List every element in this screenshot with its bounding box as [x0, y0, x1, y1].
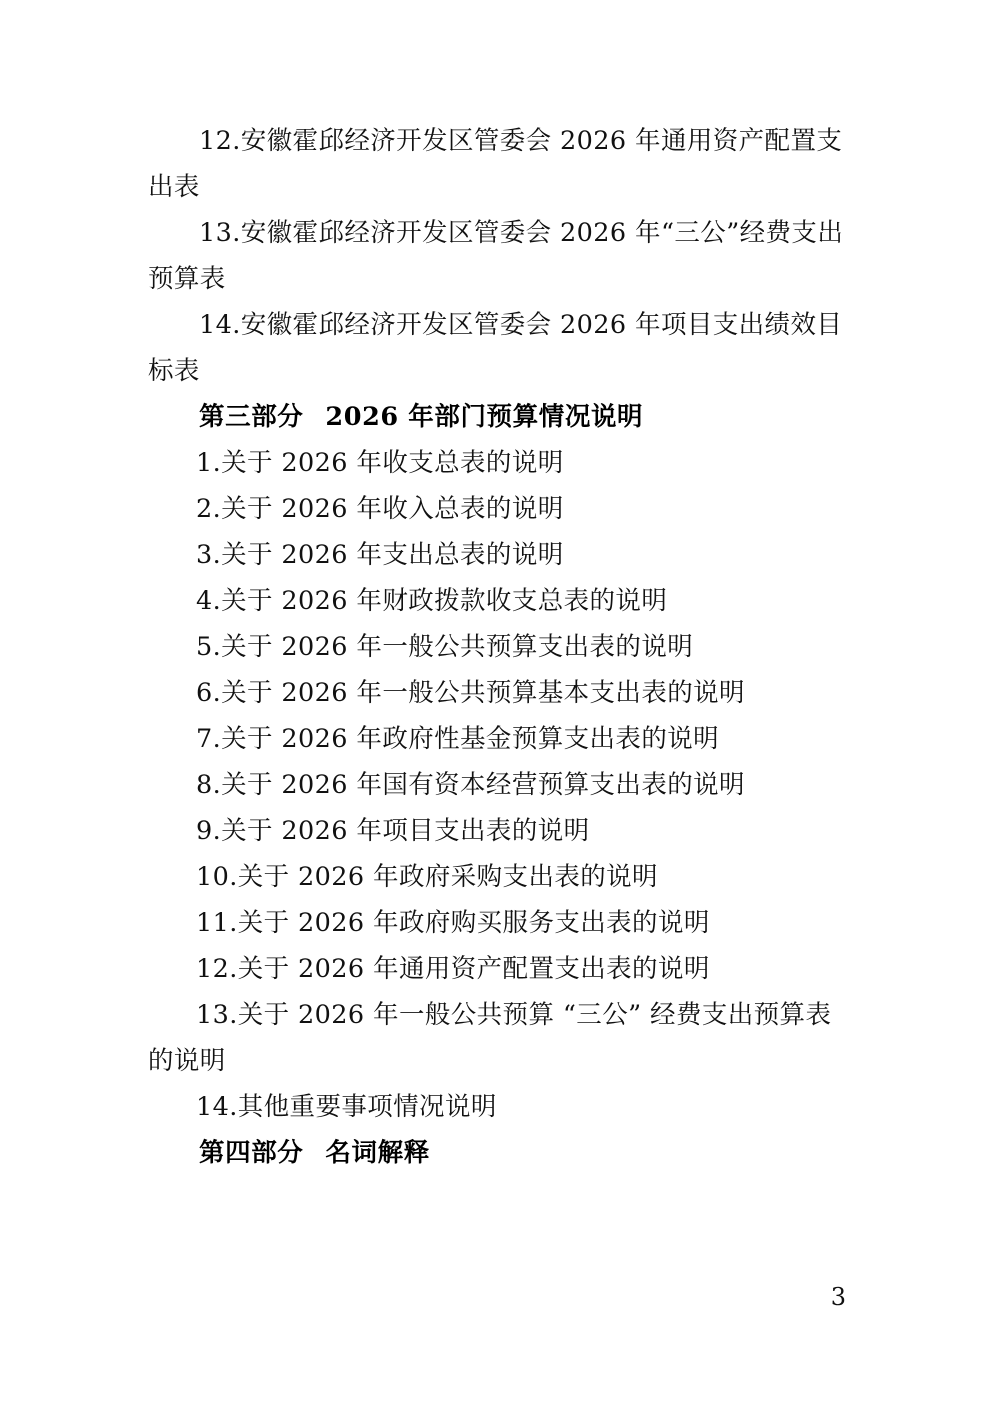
list-item: 1.关于 2026 年收支总表的说明 [196, 448, 564, 478]
section-heading-three [148, 394, 848, 440]
section-three-title: 2026 年部门预算情况说明 [325, 402, 644, 432]
continued-table-list [148, 118, 848, 394]
list-item: 预算表 [148, 264, 226, 294]
section-three-label: 第三部分 [199, 402, 304, 432]
list-item: 8.关于 2026 年国有资本经营预算支出表的说明 [196, 770, 745, 800]
list-item: 11.关于 2026 年政府购买服务支出表的说明 [196, 908, 710, 938]
section-four-title: 名词解释 [325, 1138, 430, 1168]
section-four-label: 第四部分 [199, 1138, 304, 1168]
list-item: 13.安徽霍邱经济开发区管委会 2026 年“三公”经费支出 [199, 218, 844, 248]
page-number: 3 [830, 1283, 846, 1311]
list-item: 13.关于 2026 年一般公共预算 “三公” 经费支出预算表 [196, 1000, 832, 1030]
page-body [148, 118, 848, 1176]
list-item: 14.其他重要事项情况说明 [196, 1092, 497, 1122]
list-item: 9.关于 2026 年项目支出表的说明 [196, 816, 590, 846]
list-item: 10.关于 2026 年政府采购支出表的说明 [196, 862, 658, 892]
list-item: 的说明 [148, 1046, 226, 1076]
list-item: 14.安徽霍邱经济开发区管委会 2026 年项目支出绩效目 [199, 310, 843, 340]
list-item: 出表 [148, 172, 200, 202]
list-item: 5.关于 2026 年一般公共预算支出表的说明 [196, 632, 694, 662]
list-item: 4.关于 2026 年财政拨款收支总表的说明 [196, 586, 668, 616]
list-item: 3.关于 2026 年支出总表的说明 [196, 540, 564, 570]
list-item: 6.关于 2026 年一般公共预算基本支出表的说明 [196, 678, 745, 708]
list-item: 标表 [148, 356, 200, 386]
list-item: 12.安徽霍邱经济开发区管委会 2026 年通用资产配置支 [199, 126, 843, 156]
list-item: 2.关于 2026 年收入总表的说明 [196, 494, 564, 524]
section-three-list [148, 440, 848, 1130]
list-item: 12.关于 2026 年通用资产配置支出表的说明 [196, 954, 710, 984]
section-heading-four [148, 1130, 848, 1176]
list-item: 7.关于 2026 年政府性基金预算支出表的说明 [196, 724, 720, 754]
